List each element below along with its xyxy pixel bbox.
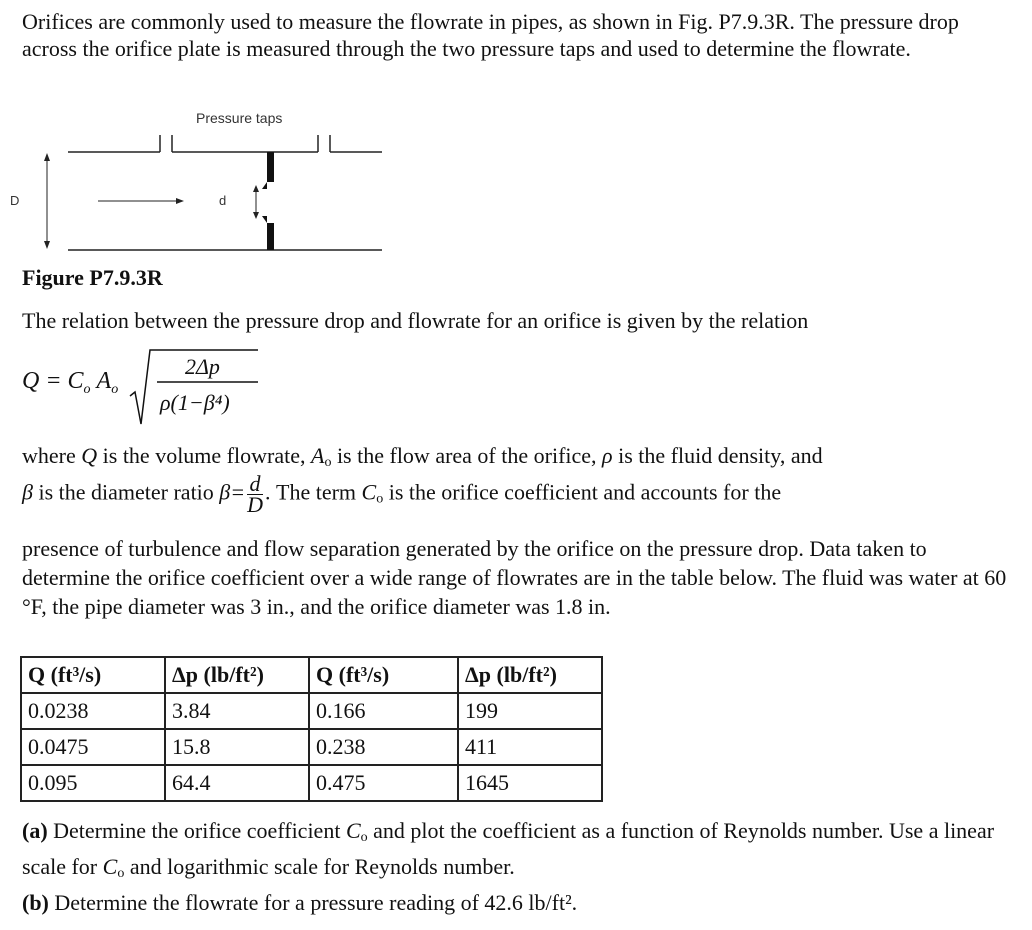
table-cell: 0.238 xyxy=(309,729,458,765)
eq-denominator: ρ(1−β⁴) xyxy=(160,390,230,415)
question-a-C2-sub: o xyxy=(117,866,125,881)
arrowhead-D-bottom xyxy=(44,241,50,249)
beta-frac-den: D xyxy=(247,492,263,517)
table-header-row xyxy=(21,657,602,693)
arrowhead-d-bottom xyxy=(253,212,259,219)
flow-arrowhead xyxy=(176,198,184,204)
where-t3: is the flow area of the orifice, xyxy=(331,443,603,468)
beta-t2: . The term xyxy=(265,479,362,505)
relation-text: The relation between the pressure drop and flowrate for an orifice is given by the relation xyxy=(22,308,809,333)
beta-symbol: β xyxy=(22,479,33,505)
where-A: A xyxy=(310,443,325,468)
orifice-edge-top xyxy=(262,182,267,189)
where-rho: ρ xyxy=(602,443,613,468)
table-row xyxy=(21,729,602,765)
question-a-C1-sub: o xyxy=(360,830,368,845)
eq-sub-o2: o xyxy=(111,382,119,397)
where-line xyxy=(22,442,1022,477)
data-description-paragraph: presence of turbulence and flow separation generated by the orifice on the pressure drop. Data taken to determine the orifice coefficient over a wide range of flowrates are in the table below. The fluid was water at 60 °F, the pipe diameter was 3 in., and the orifice diameter was 1.8 in. xyxy=(22,536,1007,619)
beta-C-sub: o xyxy=(376,491,384,507)
orifice-plate-bottom xyxy=(267,223,274,250)
where-t4: is the fluid density, and xyxy=(612,443,823,468)
beta-eq: β= xyxy=(219,479,246,505)
table-cell: 64.4 xyxy=(165,765,309,801)
question-b-text: Determine the flowrate for a pressure reading of 42.6 lb/ft². xyxy=(48,890,578,915)
beta-fraction xyxy=(247,471,263,517)
where-A-sub: o xyxy=(324,455,332,470)
table-cell: 1645 xyxy=(458,765,602,801)
question-a xyxy=(22,816,1022,888)
table-header: Q (ft³/s) xyxy=(309,657,458,693)
table-cell: 0.095 xyxy=(21,765,165,801)
diameter-D-label: D xyxy=(10,193,20,208)
intro-paragraph: Orifices are commonly used to measure the flowrate in pipes, as shown in Fig. P7.9.3R. The pressure drop across the orifice plate is measured through the two pressure taps and used to determine the flowrate. xyxy=(22,9,959,61)
pressure-taps-label: Pressure taps xyxy=(196,110,283,126)
table-cell: 411 xyxy=(458,729,602,765)
question-a-label: (a) xyxy=(22,818,48,843)
svg-text:Q = CoAo xyxy=(22,368,118,397)
questions xyxy=(22,816,1022,917)
table-cell: 3.84 xyxy=(165,693,309,729)
question-a-C2: C xyxy=(102,854,118,879)
table-cell: 15.8 xyxy=(165,729,309,765)
beta-t1: is the diameter ratio xyxy=(32,479,220,505)
question-b-label: (b) xyxy=(22,890,49,915)
where-t1: where xyxy=(22,443,82,468)
beta-frac-num: d xyxy=(247,474,263,495)
data-table xyxy=(20,656,603,802)
question-a-text1: Determine the orifice coefficient xyxy=(47,818,346,843)
arrowhead-d-top xyxy=(253,185,259,192)
table-cell: 0.0475 xyxy=(21,729,165,765)
orifice-edge-bottom xyxy=(262,216,267,223)
question-a-text3: and logarithmic scale for Reynolds number. xyxy=(124,854,515,879)
question-a-text2: and plot the coefficient as a function of Reynolds number. Use a linear scale for xyxy=(22,818,995,879)
eq-numerator: 2Δp xyxy=(185,354,220,379)
question-b xyxy=(22,888,1022,917)
orifice-figure xyxy=(0,105,400,265)
where-t2: is the volume flowrate, xyxy=(97,443,311,468)
arrowhead-D-top xyxy=(44,153,50,161)
table-cell: 199 xyxy=(458,693,602,729)
question-a-C1: C xyxy=(345,818,361,843)
table-header: Q (ft³/s) xyxy=(21,657,165,693)
orifice-equation xyxy=(22,344,282,434)
table-cell: 0.0238 xyxy=(21,693,165,729)
eq-lhs: Q = C xyxy=(22,368,84,394)
eq-sub-o: o xyxy=(83,382,91,397)
figure-caption: Figure P7.9.3R xyxy=(22,265,163,290)
table-header: Δp (lb/ft²) xyxy=(458,657,602,693)
table-cell: 0.166 xyxy=(309,693,458,729)
beta-line xyxy=(22,471,1022,517)
diameter-d-label: d xyxy=(219,193,227,208)
beta-C: C xyxy=(361,479,377,505)
table-row xyxy=(21,765,602,801)
eq-A: A xyxy=(96,368,112,394)
table-cell: 0.475 xyxy=(309,765,458,801)
orifice-plate-top xyxy=(267,152,274,182)
beta-t3: is the orifice coefficient and accounts for the xyxy=(383,479,782,505)
where-Q: Q xyxy=(81,443,98,468)
table-row xyxy=(21,693,602,729)
table-header: Δp (lb/ft²) xyxy=(165,657,309,693)
